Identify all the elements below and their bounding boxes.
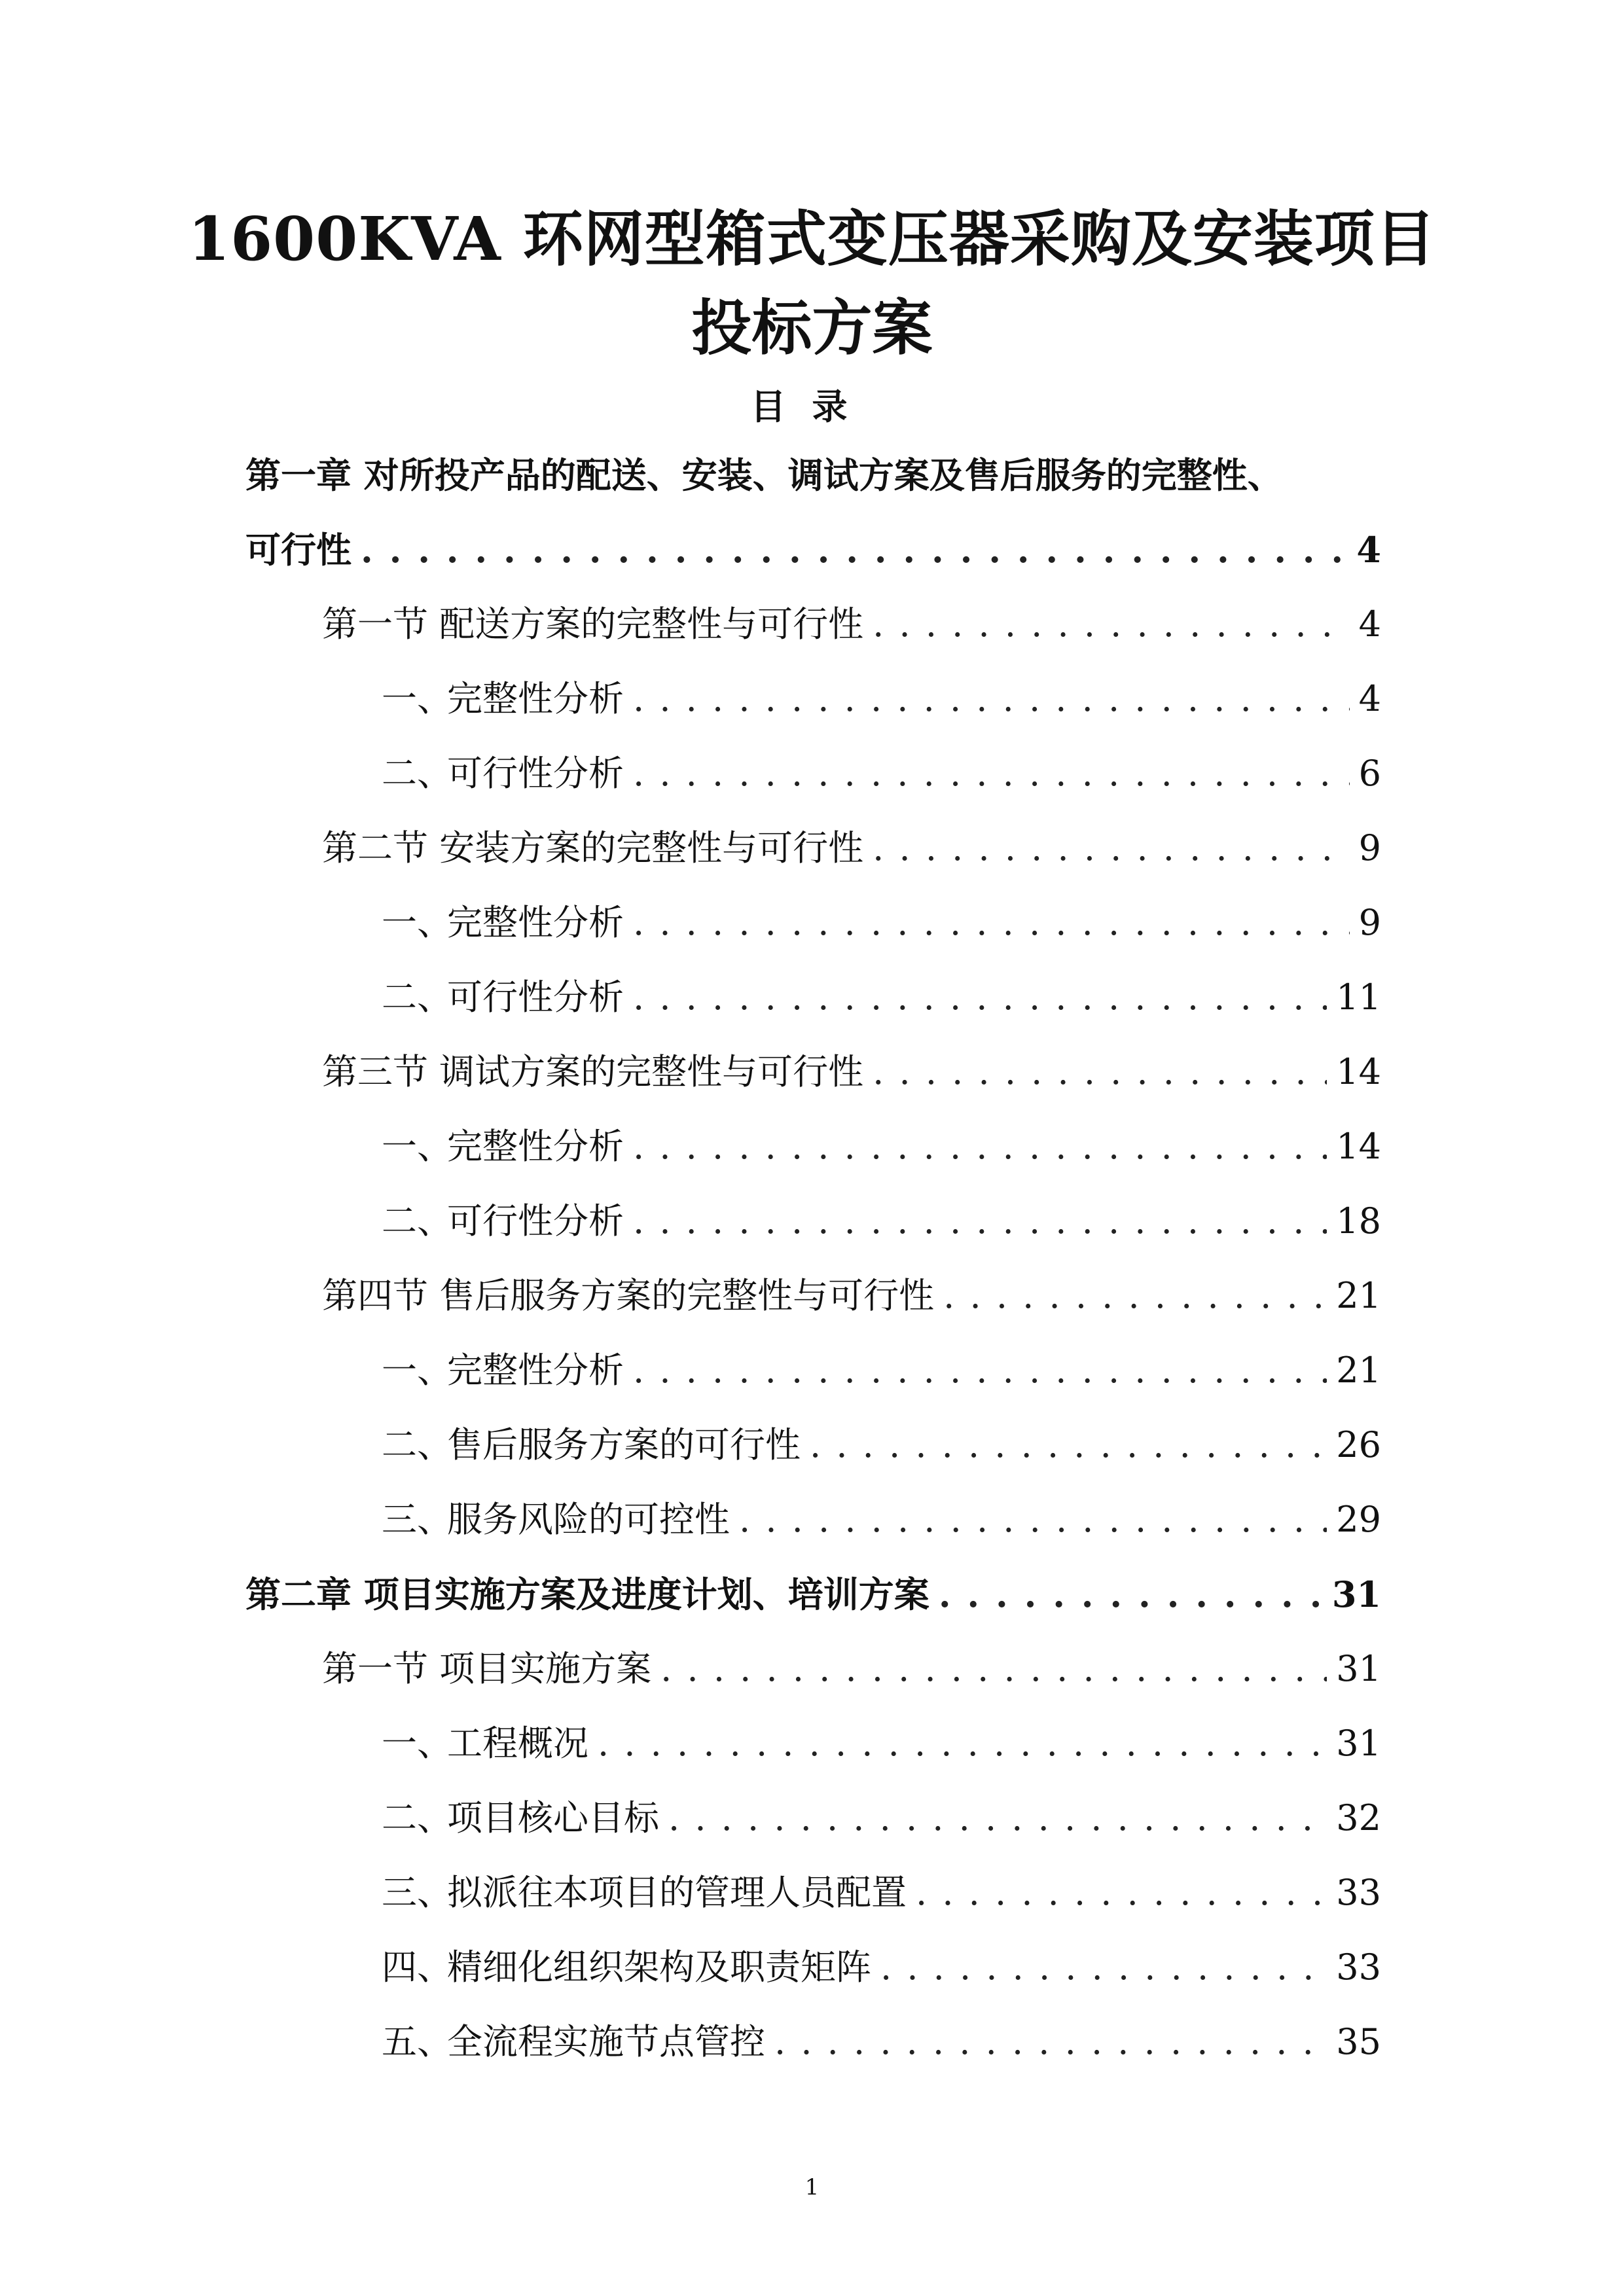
document-title-line-2: 投标方案	[691, 293, 933, 363]
toc-entry-number: 一、	[382, 1723, 452, 1764]
toc-leader-dots	[943, 1270, 1327, 1322]
toc-entry-label: 第二节 安装方案的完整性与可行性	[322, 827, 864, 869]
toc-entry-label: 第四节 售后服务方案的完整性与可行性	[322, 1275, 935, 1316]
toc-page-number: 11	[1336, 977, 1381, 1018]
toc-entry-number: 三、	[382, 1499, 452, 1540]
toc-page-number: 31	[1331, 1573, 1381, 1615]
toc-leader-dots	[633, 897, 1350, 949]
toc-chapter-2-entry[interactable]	[245, 1568, 1381, 1621]
toc-chapter-2-label: 第二章 项目实施方案及进度计划、培训方案	[245, 1573, 929, 1615]
toc-entry-number: 一、	[382, 902, 452, 943]
toc-leader-dots	[873, 1046, 1327, 1098]
toc-entry-label: 第一节 项目实施方案	[322, 1648, 652, 1689]
toc-entry-number: 二、	[382, 1424, 452, 1465]
toc-entry-subsection[interactable]	[382, 1494, 1381, 1546]
toc-entry-label: 可行性分析	[447, 1200, 624, 1242]
toc-leader-dots	[361, 524, 1347, 576]
toc-entry-subsection[interactable]	[382, 1792, 1381, 1844]
toc-chapter-1-entry[interactable]	[245, 524, 1381, 576]
toc-page-number: 21	[1336, 1350, 1381, 1391]
toc-entry-subsection[interactable]	[382, 2016, 1381, 2068]
toc-page-number: 33	[1336, 1946, 1381, 1988]
toc-entry-number: 一、	[382, 1126, 452, 1167]
toc-entry-section[interactable]	[322, 1270, 1381, 1322]
toc-chapter-1-line-1: 第一章 对所投产品的配送、安装、调试方案及售后服务的完整性、	[245, 454, 1283, 496]
toc-page-number: 26	[1336, 1424, 1381, 1465]
toc-entry-label: 完整性分析	[447, 1350, 624, 1391]
toc-leader-dots	[916, 1867, 1327, 1919]
toc-entry-subsection[interactable]	[382, 971, 1381, 1024]
toc-entry-label: 全流程实施节点管控	[447, 2021, 765, 2062]
toc-entry-subsection[interactable]	[382, 1941, 1381, 1994]
toc-leader-dots	[668, 1792, 1327, 1844]
toc-leader-dots	[880, 1941, 1327, 1994]
toc-leader-dots	[810, 1419, 1327, 1471]
toc-entry-number: 一、	[382, 678, 452, 719]
toc-entry-label: 售后服务方案的可行性	[447, 1424, 801, 1465]
toc-entry-subsection[interactable]	[382, 1717, 1381, 1770]
toc-entry-subsection[interactable]	[382, 897, 1381, 949]
toc-entry-label: 拟派往本项目的管理人员配置	[447, 1872, 907, 1913]
toc-leader-dots	[633, 1344, 1327, 1397]
toc-page-number: 6	[1358, 753, 1381, 794]
toc-entry-label: 精细化组织架构及职责矩阵	[447, 1946, 871, 1988]
toc-page-number: 4	[1356, 529, 1381, 571]
toc-leader-dots	[633, 971, 1327, 1024]
toc-entry-label: 第三节 调试方案的完整性与可行性	[322, 1051, 864, 1092]
toc-page-number: 14	[1336, 1051, 1381, 1092]
toc-page-number: 32	[1336, 1797, 1381, 1839]
toc-page-number: 14	[1336, 1126, 1381, 1167]
toc-entry-label: 完整性分析	[447, 1126, 624, 1167]
toc-chapter-1-line-2: 可行性	[245, 529, 352, 571]
footer-page-number: 1	[804, 2174, 820, 2200]
toc-entry-subsection[interactable]	[382, 747, 1381, 800]
toc-leader-dots	[660, 1643, 1327, 1695]
toc-entry-subsection[interactable]	[382, 1195, 1381, 1247]
toc-leader-dots	[873, 598, 1349, 651]
toc-leader-dots	[633, 747, 1350, 800]
toc-entry-number: 二、	[382, 1797, 452, 1839]
toc-entry-subsection[interactable]	[382, 1121, 1381, 1173]
toc-entry-subsection[interactable]	[382, 1867, 1381, 1919]
toc-entry-label: 工程概况	[447, 1723, 588, 1764]
toc-page-number: 4	[1358, 603, 1381, 645]
toc-heading: 目录	[750, 386, 874, 427]
toc-entry-section[interactable]	[322, 598, 1381, 651]
toc-leader-dots	[774, 2016, 1327, 2068]
toc-entry-section[interactable]	[322, 1046, 1381, 1098]
toc-entry-label: 完整性分析	[447, 902, 624, 943]
toc-page-number: 35	[1336, 2021, 1381, 2062]
toc-page-number: 9	[1358, 902, 1381, 943]
toc-page-number: 9	[1358, 827, 1381, 869]
toc-entry-label: 项目核心目标	[447, 1797, 659, 1839]
toc-leader-dots	[939, 1568, 1323, 1621]
toc-entry-number: 二、	[382, 977, 452, 1018]
toc-entry-subsection[interactable]	[382, 1419, 1381, 1471]
document-title-line-1: 1600KVA 环网型箱式变压器采购及安装项目	[188, 204, 1436, 274]
toc-entry-subsection[interactable]	[382, 673, 1381, 725]
toc-entry-section[interactable]	[322, 1643, 1381, 1695]
toc-leader-dots	[633, 1195, 1327, 1247]
toc-page-number: 4	[1358, 678, 1381, 719]
toc-page-number: 21	[1336, 1275, 1381, 1316]
toc-leader-dots	[633, 1121, 1327, 1173]
toc-entry-label: 第一节 配送方案的完整性与可行性	[322, 603, 864, 645]
toc-entry-number: 五、	[382, 2021, 452, 2062]
toc-entry-number: 三、	[382, 1872, 452, 1913]
toc-page-number: 29	[1336, 1499, 1381, 1540]
toc-entry-section[interactable]	[322, 822, 1381, 874]
toc-leader-dots	[598, 1717, 1327, 1770]
toc-leader-dots	[873, 822, 1349, 874]
toc-page-number: 31	[1336, 1723, 1381, 1764]
toc-entry-label: 服务风险的可控性	[447, 1499, 730, 1540]
toc-leader-dots	[633, 673, 1350, 725]
toc-page-number: 31	[1336, 1648, 1381, 1689]
toc-entry-number: 一、	[382, 1350, 452, 1391]
toc-entry-label: 可行性分析	[447, 753, 624, 794]
toc-page-number: 18	[1336, 1200, 1381, 1242]
toc-leader-dots	[739, 1494, 1327, 1546]
toc-entry-label: 可行性分析	[447, 977, 624, 1018]
toc-page-number: 33	[1336, 1872, 1381, 1913]
toc-entry-subsection[interactable]	[382, 1344, 1381, 1397]
toc-entry-number: 四、	[382, 1946, 452, 1988]
toc-entry-number: 二、	[382, 1200, 452, 1242]
toc-entry-number: 二、	[382, 753, 452, 794]
toc-entry-label: 完整性分析	[447, 678, 624, 719]
toc-chapter-1-title[interactable]	[245, 449, 1283, 501]
